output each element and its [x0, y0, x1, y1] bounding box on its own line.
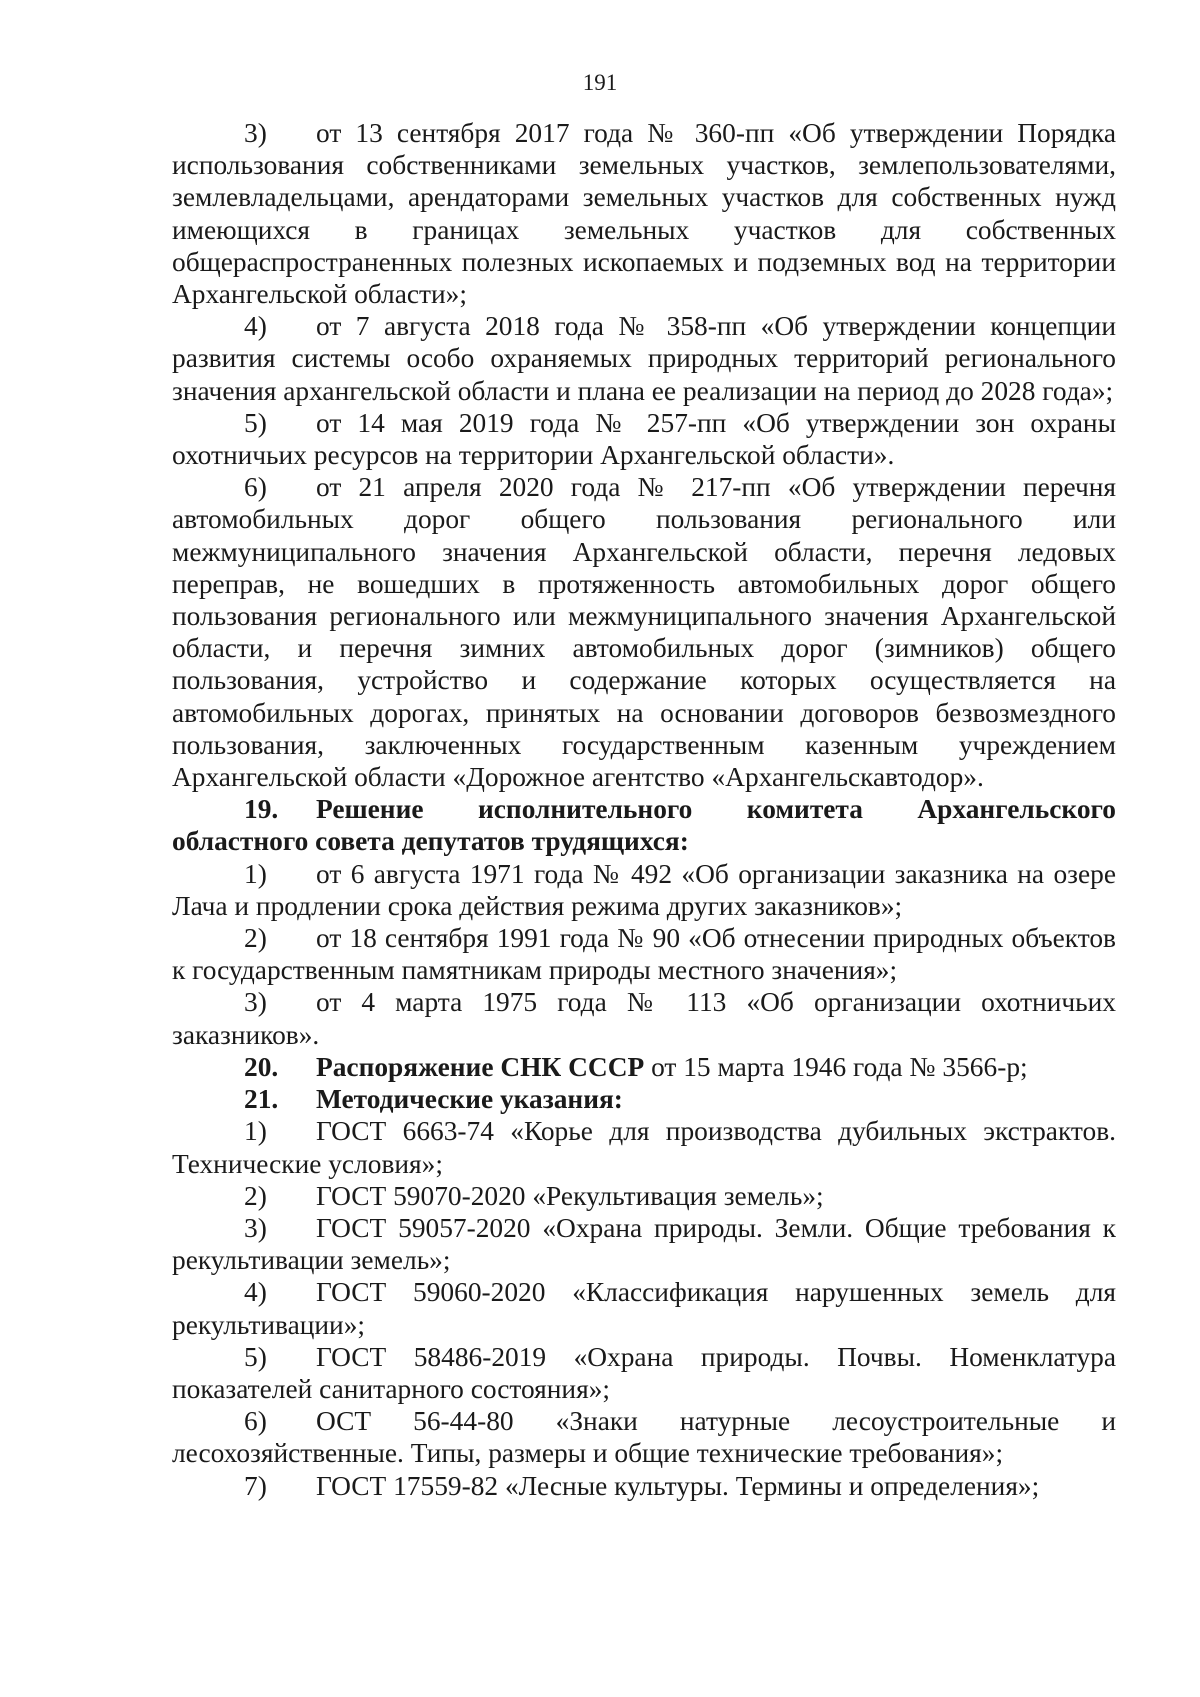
list-item — [172, 471, 1116, 793]
item-number: 4) — [244, 1277, 267, 1308]
item-number: 6) — [244, 472, 267, 503]
item-number: 3) — [244, 987, 267, 1018]
item-number: 3) — [244, 1212, 267, 1243]
list-item — [172, 1405, 1116, 1469]
document-body — [172, 117, 1116, 1502]
item-text: ГОСТ 58486-2019 «Охрана природы. Почвы. Номенклатура показателей санитарного состояния»; — [172, 1341, 1116, 1404]
item-text: от 18 сентября 1991 года № 90 «Об отнесении природных объектов к государственным памятникам природы местного значения»; — [172, 923, 1116, 986]
list-item — [172, 1115, 1116, 1179]
section-heading-20 — [172, 1051, 1116, 1083]
item-text: от 4 марта 1975 года № 113 «Об организации охотничьих заказников». — [172, 987, 1116, 1050]
item-number: 7) — [244, 1470, 267, 1501]
item-text: ГОСТ 17559-82 «Лесные культуры. Термины и определения»; — [316, 1470, 1040, 1501]
section-title: Распоряжение СНК СССР — [316, 1051, 645, 1082]
item-number: 1) — [244, 858, 267, 889]
list-item — [172, 1341, 1116, 1405]
item-text: от 13 сентября 2017 года № 360-пп «Об утверждении Порядка использования собственниками земельных участков, землепользователями, землевладельцами, арендаторами земельных участков для собственных нужд имеющихся в границах земельных участков для собственных общераспространенных полезных ископаемых и подземных вод на территории Архангельской области»; — [172, 118, 1116, 310]
list-item — [172, 1180, 1116, 1212]
item-text: ОСТ 56-44-80 «Знаки натурные лесоустроительные и лесохозяйственные. Типы, размеры и общие технические требования»; — [172, 1406, 1116, 1469]
section-title: Решение исполнительного комитета Архангельского областного совета депутатов трудящихся: — [172, 794, 1116, 857]
list-item — [172, 117, 1116, 310]
section-title: Методические указания: — [316, 1084, 623, 1115]
page-number: 191 — [582, 70, 618, 95]
section-text: от 15 марта 1946 года № 3566-р; — [644, 1051, 1028, 1082]
list-item — [172, 922, 1116, 986]
item-number: 3) — [244, 118, 267, 148]
list-item — [172, 858, 1116, 922]
item-number: 2) — [244, 923, 267, 954]
item-text: ГОСТ 59057-2020 «Охрана природы. Земли. Общие требования к рекультивации земель»; — [172, 1212, 1116, 1276]
item-number: 6) — [244, 1406, 267, 1437]
section-number: 20. — [244, 1051, 279, 1082]
item-number: 1) — [244, 1116, 267, 1147]
section-heading-21 — [172, 1083, 1116, 1115]
list-item — [172, 1276, 1116, 1340]
list-item — [172, 407, 1116, 471]
section-number: 19. — [244, 794, 279, 825]
section-heading-19 — [172, 793, 1116, 857]
item-text: от 7 августа 2018 года № 358-пп «Об утверждении концепции развития системы особо охраняемых природных территорий регионального значения архангельской области и плана ее реализации на период до 2028 года»; — [172, 311, 1116, 406]
item-number: 5) — [244, 1341, 267, 1372]
item-text: от 21 апреля 2020 года № 217-пп «Об утверждении перечня автомобильных дорог общего пользования регионального или межмуниципального значения Архангельской области, перечня ледовых переправ, не вошедших в протяженность автомобильных дорог общего пользования регионального или межмуниципального значения Архангельской области, и перечня зимних автомобильных дорог (зимников) общего пользования, устройство и содержание которых осуществляется на автомобильных дорогах, принятых на основании договоров безвозмездного пользования, заключенных государственным казенным учреждением Архангельской области «Дорожное агентство «Архангельскавтодор». — [172, 472, 1116, 793]
item-text: от 6 августа 1971 года № 492 «Об организации заказника на озере Лача и продлении срока действия режима других заказников»; — [172, 858, 1116, 921]
section-number: 21. — [244, 1084, 279, 1115]
item-number: 2) — [244, 1180, 267, 1211]
list-item — [172, 310, 1116, 407]
list-item — [172, 1212, 1116, 1276]
item-number: 5) — [244, 407, 267, 438]
list-item — [172, 1470, 1116, 1502]
item-text: от 14 мая 2019 года № 257-пп «Об утверждении зон охраны охотничьих ресурсов на территории Архангельской области». — [172, 407, 1116, 471]
item-text: ГОСТ 6663-74 «Корье для производства дубильных экстрактов. Технические условия»; — [172, 1116, 1116, 1179]
item-number: 4) — [244, 311, 267, 342]
item-text: ГОСТ 59070-2020 «Рекультивация земель»; — [316, 1180, 824, 1211]
item-text: ГОСТ 59060-2020 «Классификация нарушенных земель для рекультивации»; — [172, 1277, 1116, 1340]
list-item — [172, 986, 1116, 1050]
